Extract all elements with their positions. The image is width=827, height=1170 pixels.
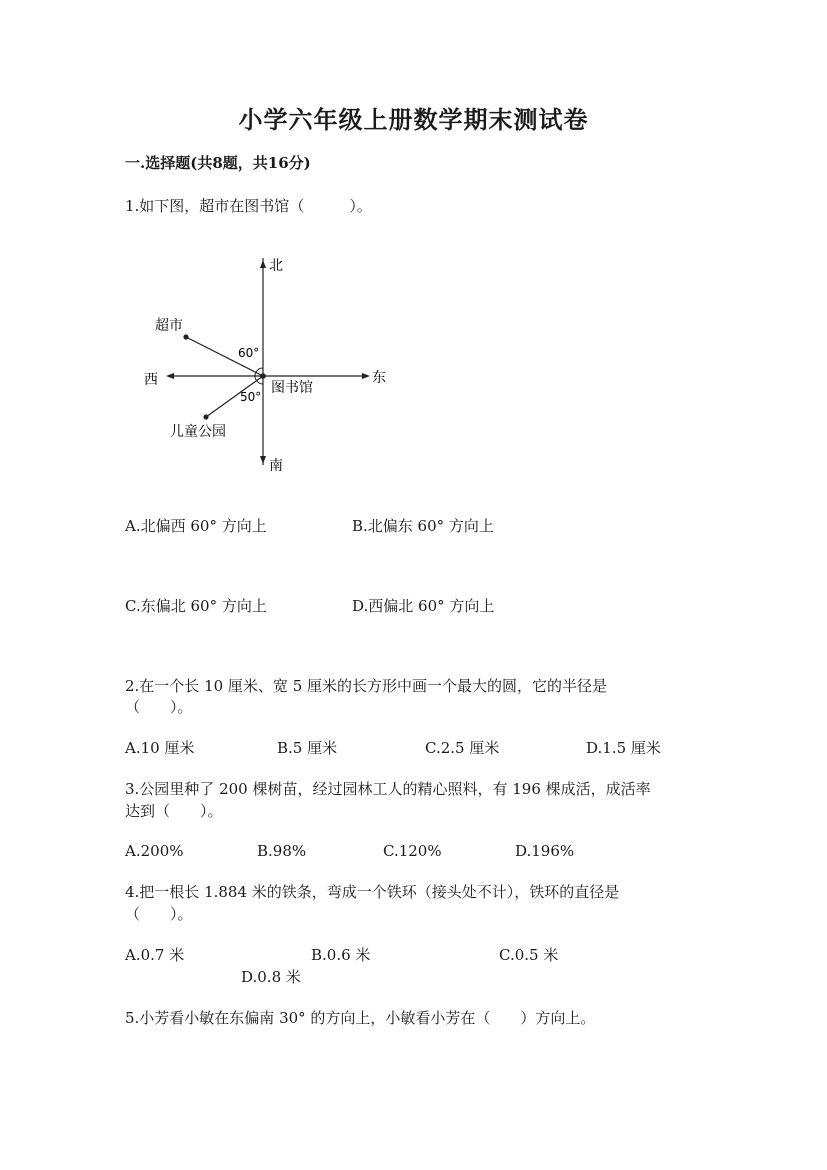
question-3-stem-line1: 3.公园里种了 200 棵树苗，经过园林工人的精心照料，有 196 棵成活，成活率: [125, 780, 651, 798]
park-label: 儿童公园: [170, 424, 226, 440]
q1-option-d[interactable]: D.西偏北 60° 方向上: [352, 597, 495, 615]
q4-option-d[interactable]: D.0.8 米: [241, 968, 301, 986]
question-3-stem-line2: 达到（ ）。: [125, 802, 223, 820]
question-5-stem: 5.小芳看小敏在东偏南 30° 的方向上，小敏看小芳在（ ）方向上。: [125, 1009, 596, 1027]
q2-option-b[interactable]: B.5 厘米: [277, 739, 338, 757]
section-heading: 一.选择题(共8题，共16分): [125, 154, 311, 172]
q2-option-c[interactable]: C.2.5 厘米: [425, 739, 500, 757]
supermarket-label: 超市: [155, 318, 183, 334]
q1-option-c[interactable]: C.东偏北 60° 方向上: [125, 597, 267, 615]
angle-bottom-label: 50°: [240, 390, 262, 404]
angle-top-label: 60°: [238, 346, 260, 360]
library-point: [260, 373, 266, 379]
q2-option-a[interactable]: A.10 厘米: [125, 739, 195, 757]
q2-option-d[interactable]: D.1.5 厘米: [586, 739, 661, 757]
west-arrow-icon: [166, 373, 174, 379]
east-label: 东: [372, 370, 386, 386]
question-4-stem-line2: （ ）。: [125, 905, 193, 923]
q3-option-b[interactable]: B.98%: [257, 842, 307, 860]
q4-option-c[interactable]: C.0.5 米: [499, 946, 559, 964]
q4-option-a[interactable]: A.0.7 米: [125, 946, 185, 964]
south-label: 南: [269, 458, 283, 474]
q3-option-d[interactable]: D.196%: [515, 842, 575, 860]
question-2-stem-line2: （ ）。: [125, 698, 193, 716]
q4-option-b[interactable]: B.0.6 米: [311, 946, 371, 964]
north-arrow-icon: [260, 260, 266, 268]
q3-option-a[interactable]: A.200%: [125, 842, 184, 860]
page-title: 小学六年级上册数学期末测试卷: [238, 105, 589, 134]
q1-option-a[interactable]: A.北偏西 60° 方向上: [125, 517, 267, 535]
north-label: 北: [269, 258, 283, 274]
supermarket-point: [183, 334, 188, 339]
question-2-stem-line1: 2.在一个长 10 厘米、宽 5 厘米的长方形中画一个最大的圆，它的半径是: [125, 677, 608, 695]
park-point: [203, 414, 208, 419]
angle-arc-bottom: [257, 381, 264, 384]
angle-arc-top: [256, 368, 263, 372]
question-1-stem: 1.如下图，超市在图书馆（ ）。: [125, 197, 372, 215]
east-arrow-icon: [362, 373, 370, 379]
direction-diagram: [140, 250, 400, 475]
west-label: 西: [144, 372, 158, 388]
q3-option-c[interactable]: C.120%: [383, 842, 442, 860]
question-4-stem-line1: 4.把一根长 1.884 米的铁条，弯成一个铁环（接头处不计），铁环的直径是: [125, 883, 620, 901]
q1-option-b[interactable]: B.北偏东 60° 方向上: [352, 517, 494, 535]
south-arrow-icon: [260, 456, 266, 464]
library-label: 图书馆: [271, 380, 313, 396]
